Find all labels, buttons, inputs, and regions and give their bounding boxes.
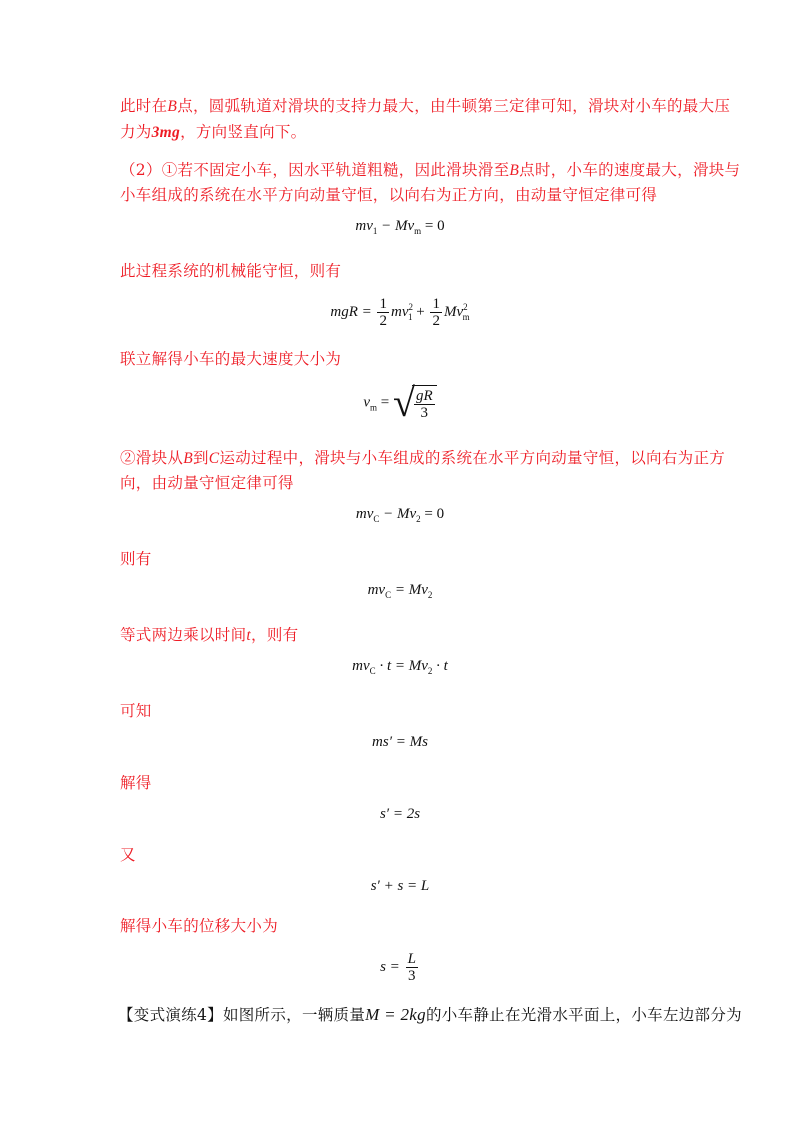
text: 小车组成的系统在水平方向动量守恒，以向右为正方向，由动量守恒定律可得 <box>120 186 658 204</box>
text-then: 则有 <box>120 550 152 568</box>
paragraph-b-to-c-line2: 向，由动量守恒定律可得 <box>120 474 294 492</box>
equation-momentum-time: $mv_C \cdot t = Mv_2 \cdot t$ <box>352 658 448 676</box>
paragraph-max-pressure-line1 <box>120 95 731 118</box>
equation-energy: mgR = $\frac{1}{2}$ $mv^2_1$ + $\frac{1}{2}$ $Mv^2_m$ <box>330 296 470 329</box>
point-label: B <box>509 162 520 179</box>
paragraph-max-pressure-line2 <box>120 121 695 144</box>
text-also: 又 <box>120 846 136 864</box>
text: 此时在 <box>120 97 168 115</box>
text-solve: 解得 <box>120 774 152 792</box>
fraction-half-2: $\frac{1}{2}$ <box>432 296 440 329</box>
paragraph-part2-line2 <box>120 184 695 206</box>
fraction-l-over-3: $\frac{L}{3}$ <box>407 951 416 984</box>
equation-displacement-relation: ms′ = Ms <box>372 734 428 750</box>
equation-momentum-3: $mv_C = Mv_2$ <box>367 582 433 600</box>
text-displacement: 解得小车的位移大小为 <box>120 917 279 935</box>
paragraph-b-to-c-line1: ②滑块从B到C运动过程中，滑块与小车组成的系统在水平方向动量守恒，以向右为正方 <box>120 449 726 467</box>
text-energy-conservation: 此过程系统的机械能守恒，则有 <box>120 262 342 280</box>
text: ，方向竖直向下。 <box>180 123 307 141</box>
equation-momentum-1: $mv_1 - Mv_m = 0$ <box>355 218 445 236</box>
text: 点，圆弧轨道对滑块的支持力最大，由牛顿第三定律可知，滑块对小车的最大压 <box>177 97 731 115</box>
sqrt-symbol: √ $\frac{gR}{3}$ <box>393 383 437 423</box>
equation-max-speed: $v_m$ = √ $\frac{gR}{3}$ <box>0 383 800 423</box>
equation-s-prime: s′ = 2s <box>379 806 421 822</box>
fraction-half: $\frac{1}{2}$ <box>379 296 387 329</box>
equation-sum-length: s′ + s = L <box>370 878 430 894</box>
mass-value: M = 2kg <box>365 1005 426 1024</box>
text-solve-max-speed: 联立解得小车的最大速度大小为 <box>120 350 342 368</box>
equation-displacement-result: s = $\frac{L}{3}$ <box>380 951 416 984</box>
text: （2）①若不固定小车，因水平轨道粗糙，因此滑块滑至 <box>120 161 510 179</box>
equation-momentum-2: $mv_C - Mv_2 = 0$ <box>355 506 445 524</box>
force-value: 3mg <box>151 124 181 141</box>
paragraph-exercise-4: 【变式演练4】如图所示，一辆质量M = 2kg的小车静止在光滑水平面上，小车左边部分为 <box>118 1005 742 1024</box>
paragraph-part2-line1 <box>120 159 741 182</box>
point-label: B <box>167 98 178 115</box>
text: 点时，小车的速度最大，滑块与 <box>519 161 741 179</box>
text-multiply-time: 等式两边乘以时间t，则有 <box>120 626 299 644</box>
text: 力为 <box>120 123 152 141</box>
text-know: 可知 <box>120 702 152 720</box>
